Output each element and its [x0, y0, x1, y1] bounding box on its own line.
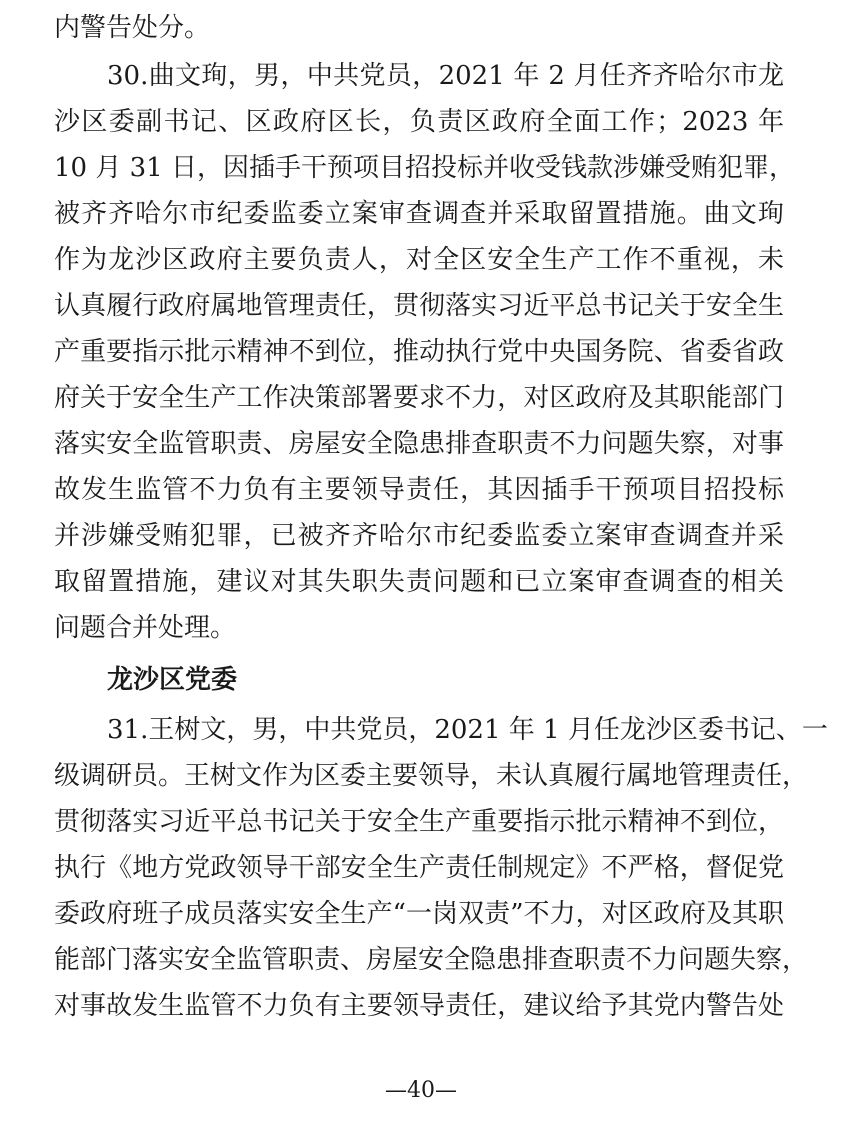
text-line: 内警告处分。: [54, 13, 211, 43]
text-line: 认真履行政府属地管理责任，贯彻落实习近平总书记关于安全生: [54, 291, 784, 321]
text-line: 故发生监管不力负有主要领导责任，其因插手干预项目招投标: [54, 475, 784, 505]
text-line: 落实安全监管职责、房屋安全隐患排查职责不力问题失察，对事: [54, 429, 784, 459]
text-line: 沙区委副书记、区政府区长，负责区政府全面工作；2023 年: [54, 107, 784, 137]
text-line: 问题合并处理。: [54, 613, 237, 643]
text-line: 并涉嫌受贿犯罪，已被齐齐哈尔市纪委监委立案审查调查并采: [54, 521, 784, 551]
text-line: 30.曲文珣，男，中共党员，2021 年 2 月任齐齐哈尔市龙: [107, 61, 784, 91]
text-line: 31.王树文，男，中共党员，2021 年 1 月任龙沙区委书记、一: [107, 715, 828, 745]
section-heading: 龙沙区党委: [107, 665, 238, 695]
text-line: 产重要指示批示精神不到位，推动执行党中央国务院、省委省政: [54, 337, 784, 367]
text-line: 委政府班子成员落实安全生产“一岗双责”不力，对区政府及其职: [54, 899, 784, 929]
text-line: 能部门落实安全监管职责、房屋安全隐患排查职责不力问题失察，: [54, 945, 809, 975]
text-line: 作为龙沙区政府主要负责人，对全区安全生产工作不重视，未: [54, 245, 784, 275]
text-line: 被齐齐哈尔市纪委监委立案审查调查并采取留置措施。曲文珣: [54, 199, 784, 229]
text-line: 府关于安全生产工作决策部署要求不力，对区政府及其职能部门: [54, 383, 784, 413]
text-line: 10 月 31 日，因插手干预项目招投标并收受钱款涉嫌受贿犯罪，: [54, 153, 795, 183]
text-line: 执行《地方党政领导干部安全生产责任制规定》不严格，督促党: [54, 853, 784, 883]
text-line: 级调研员。王树文作为区委主要领导，未认真履行属地管理责任，: [54, 761, 809, 791]
text-line: 取留置措施，建议对其失职失责问题和已立案审查调查的相关: [54, 567, 784, 597]
text-line: 贯彻落实习近平总书记关于安全生产重要指示批示精神不到位，: [54, 807, 784, 837]
text-line: 对事故发生监管不力负有主要领导责任，建议给予其党内警告处: [54, 991, 784, 1021]
page-number: —40—: [385, 1078, 457, 1103]
